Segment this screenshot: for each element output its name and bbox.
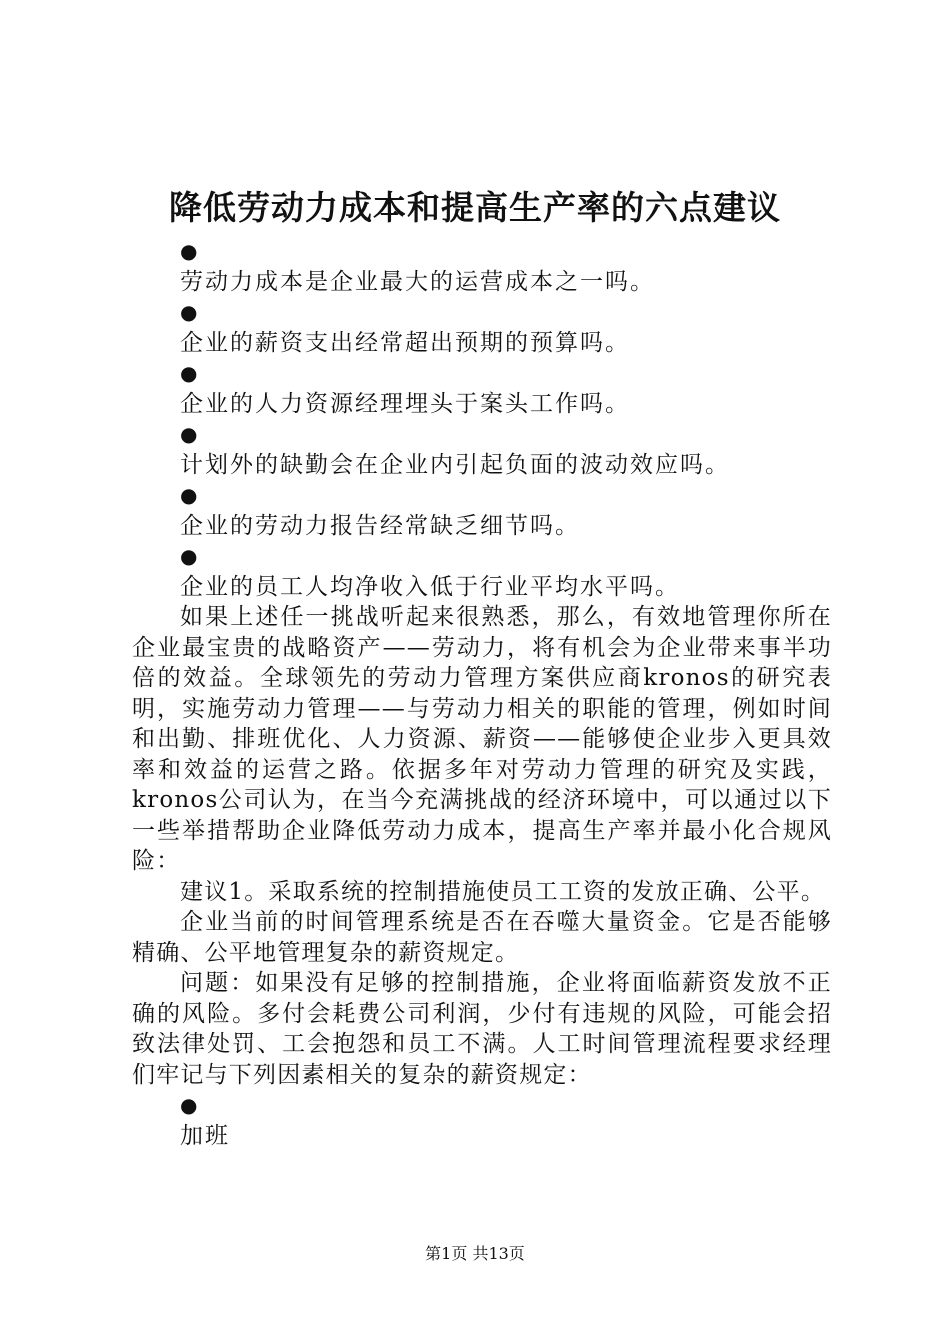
bullet-item: 企业的劳动力报告经常缺乏细节吗。 (180, 512, 580, 539)
body-paragraph: 企业当前的时间管理系统是否在吞噬大量资金。它是否能够精确、公平地管理复杂的薪资规定。 (132, 909, 832, 966)
recommendation-heading: 建议1。采取系统的控制措施使员工工资的发放正确、公平。 (180, 878, 826, 905)
document-body (132, 236, 832, 1151)
bullet-item: 加班 (180, 1122, 230, 1149)
body-paragraph: 问题：如果没有足够的控制措施，企业将面临薪资发放不正确的风险。多付会耗费公司利润，少付有违规的风险，可能会招致法律处罚、工会抱怨和员工不满。人工时间管理流程要求经理们牢记与下列因素相关的复杂的薪资规定： (132, 970, 832, 1088)
bullet-icon: ● (180, 1093, 198, 1117)
document-title: 降低劳动力成本和提高生产率的六点建议 (169, 188, 781, 227)
bullet-item: 计划外的缺勤会在企业内引起负面的波动效应吗。 (180, 451, 730, 478)
page-footer: 第1页 共13页 (425, 1244, 525, 1263)
bullet-item: 企业的人力资源经理埋头于案头工作吗。 (180, 390, 630, 417)
bullet-item: 企业的员工人均净收入低于行业平均水平吗。 (180, 573, 680, 600)
bullet-icon: ● (180, 361, 198, 385)
bullet-icon: ● (180, 300, 198, 324)
bullet-item: 企业的薪资支出经常超出预期的预算吗。 (180, 329, 630, 356)
body-paragraph: 如果上述任一挑战听起来很熟悉，那么，有效地管理你所在企业最宝贵的战略资产——劳动力，将有机会为企业带来事半功倍的效益。全球领先的劳动力管理方案供应商kronos的研究表明，实施劳动力管理——与劳动力相关的职能的管理，例如时间和出勤、排班优化、人力资源、薪资——能够使企业步入更具效率和效益的运营之路。依据多年对劳动力管理的研究及实践，kronos公司认为，在当今充满挑战的经济环境中，可以通过以下一些举措帮助企业降低劳动力成本，提高生产率并最小化合规风险： (132, 604, 832, 874)
bullet-list-top (132, 236, 832, 602)
bullet-icon: ● (180, 422, 198, 446)
bullet-item: 劳动力成本是企业最大的运营成本之一吗。 (180, 268, 655, 295)
bullet-icon: ● (180, 483, 198, 507)
bullet-list-bottom (132, 1090, 832, 1151)
bullet-icon: ● (180, 239, 198, 263)
bullet-icon: ● (180, 544, 198, 568)
